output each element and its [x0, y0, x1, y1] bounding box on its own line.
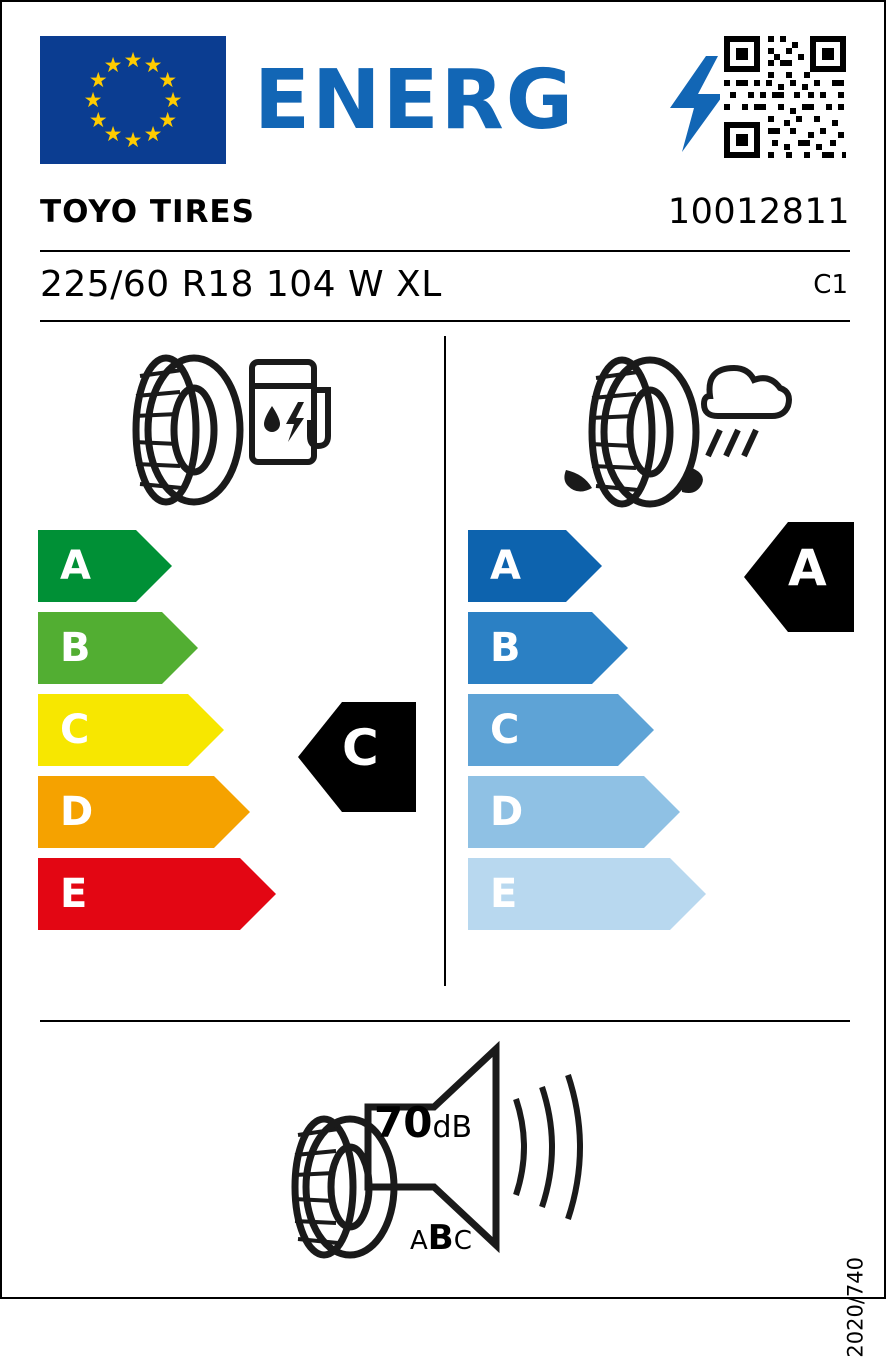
- wet-grade-letter: E: [490, 871, 518, 917]
- eu-star-icon: ★: [143, 122, 163, 147]
- noise-db-unit: dB: [432, 1110, 473, 1145]
- noise-value: [374, 1098, 473, 1149]
- wet-grade-b: [468, 612, 628, 684]
- eu-star-icon: ★: [103, 52, 123, 77]
- wet-grade-letter: C: [490, 707, 520, 753]
- eu-star-icon: ★: [143, 52, 163, 77]
- noise-class-b: B: [427, 1218, 454, 1258]
- divider-vertical: [444, 336, 446, 986]
- rain-cloud-tyre-icon: [542, 350, 792, 520]
- wet-rating-letter: A: [788, 539, 827, 597]
- eu-star-icon: ★: [83, 87, 103, 112]
- fuel-grade-letter: C: [60, 707, 90, 753]
- fuel-grade-letter: D: [60, 789, 94, 835]
- eu-star-icon: ★: [88, 107, 108, 132]
- tyre-class: C1: [813, 270, 848, 300]
- fuel-grade-e: [38, 858, 276, 930]
- wet-grade-letter: B: [490, 625, 521, 671]
- fuel-rating-letter: C: [342, 719, 379, 777]
- wet-grade-c: [468, 694, 654, 766]
- noise-class-a: A: [410, 1226, 428, 1256]
- eu-flag-icon: [40, 36, 226, 164]
- fuel-grade-a: [38, 530, 172, 602]
- fuel-grade-c: [38, 694, 224, 766]
- eu-star-icon: ★: [123, 127, 143, 152]
- wet-grade-letter: A: [490, 543, 521, 589]
- divider-size: [40, 320, 850, 322]
- eu-star-icon: ★: [163, 87, 183, 112]
- wet-grade-letter: D: [490, 789, 524, 835]
- eu-star-icon: ★: [158, 107, 178, 132]
- fuel-grade-b: [38, 612, 198, 684]
- fuel-grade-scale: [38, 530, 276, 940]
- wet-rating-marker: [744, 522, 854, 632]
- noise-class-c: C: [453, 1226, 472, 1256]
- wet-grade-d: [468, 776, 680, 848]
- eu-star-icon: ★: [103, 122, 123, 147]
- brand-row: [40, 194, 850, 246]
- size-row: [40, 264, 850, 312]
- wet-grade-scale: [468, 530, 706, 940]
- wet-grade-a: [468, 530, 602, 602]
- fuel-grade-d: [38, 776, 250, 848]
- eu-star-icon: ★: [123, 47, 143, 72]
- noise-class-scale: [410, 1218, 472, 1258]
- lightning-bolt-icon: [666, 56, 726, 152]
- fuel-grade-letter: A: [60, 543, 91, 589]
- eu-star-icon: ★: [88, 67, 108, 92]
- sku-number: 10012811: [667, 192, 850, 232]
- noise-db-number: 70: [374, 1098, 433, 1147]
- divider-noise: [40, 1020, 850, 1022]
- fuel-grade-letter: E: [60, 871, 88, 917]
- energy-wordmark: ENERG: [254, 53, 576, 148]
- fuel-rating-marker: [298, 702, 416, 812]
- brand-name: TOYO TIRES: [40, 194, 255, 230]
- fuel-pump-tyre-icon: [122, 350, 332, 510]
- divider-top: [40, 250, 850, 252]
- fuel-grade-letter: B: [60, 625, 91, 671]
- qr-code-icon: [720, 32, 850, 162]
- label-header: [40, 32, 850, 172]
- eu-star-icon: ★: [158, 67, 178, 92]
- tyre-size: 225/60 R18 104 W XL: [40, 264, 442, 305]
- wet-grade-e: [468, 858, 706, 930]
- regulation-reference: 2020/740: [844, 1257, 868, 1358]
